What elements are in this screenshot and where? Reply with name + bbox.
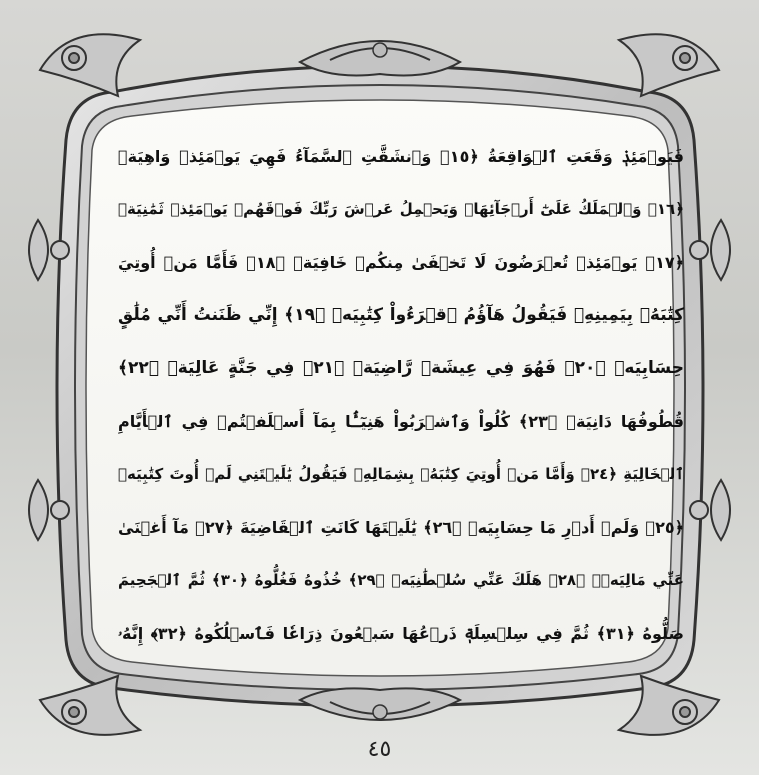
verse-line-8: ﴿٢٥﴾ وَلَمۡ أَدۡرِ مَا حِسَابِيَهۡ ﴿٢٦﴾ يَٰلَيۡتَهَا كَانَتِ ٱلۡقَاضِيَةَ ﴿٢٧﴾ مَآ أَغۡنَىٰ	[118, 518, 685, 537]
verse-line-5: حِسَابِيَهۡ ﴿٢٠﴾ فَهُوَ فِي عِيشَةٖ رَّاضِيَةٖ ﴿٢١﴾ فِي جَنَّةٍ عَالِيَةٖ ﴿٢٢﴾	[118, 358, 684, 378]
verse-line-7: ٱلۡخَالِيَةِ ﴿٢٤﴾ وَأَمَّا مَنۡ أُوتِيَ كِتَٰبَهُۥ بِشِمَالِهِۦ فَيَقُولُ يَٰلَيۡتَنِي لَمۡ أُوتَ كِتَٰبِيَهۡ	[118, 465, 685, 483]
verse-line-6: قُطُوفُهَا دَانِيَةٞ ﴿٢٣﴾ كُلُواْ وَٱشۡرَبُواْ هَنِيٓـَٔۢا بِمَآ أَسۡلَفۡتُمۡ فِي ٱلۡأَيَّامِ	[118, 412, 684, 431]
verse-line-1: فَيَوۡمَئِذٖ وَقَعَتِ ٱلۡوَاقِعَةُ ﴿١٥﴾ وَٱنشَقَّتِ ٱلسَّمَآءُ فَهِيَ يَوۡمَئِذٖ وَاهِيَةٞ	[118, 147, 685, 166]
verse-line-4: كِتَٰبَهُۥ بِيَمِينِهِۦ فَيَقُولُ هَآؤُمُ ٱقۡرَءُواْ كِتَٰبِيَهۡ ﴿١٩﴾ إِنِّي ظَنَنتُ أَنِّي مُلَٰقٍ	[118, 305, 684, 325]
quran-text-panel	[118, 118, 684, 668]
bottom-crest-ornament	[300, 688, 460, 720]
verse-line-10: صَلُّوهُ ﴿٣١﴾ ثُمَّ فِي سِلۡسِلَةٖ ذَرۡعُهَا سَبۡعُونَ ذِرَاعٗا فَٱسۡلُكُوهُ ﴿٣٢﴾ إِنَّهُۥ	[118, 624, 684, 643]
corner-ornament-top-left	[40, 34, 140, 96]
verse-line-9: عَنِّي مَالِيَهۡۜ ﴿٢٨﴾ هَلَكَ عَنِّي سُلۡطَٰنِيَهۡ ﴿٢٩﴾ خُذُوهُ فَغُلُّوهُ ﴿٣٠﴾ ثُمَّ ٱلۡجَحِيمَ	[118, 571, 685, 589]
top-crest-ornament	[300, 41, 460, 76]
verse-line-2: ﴿١٦﴾ وَٱلۡمَلَكُ عَلَىٰٓ أَرۡجَآئِهَاۚ وَيَحۡمِلُ عَرۡشَ رَبِّكَ فَوۡقَهُمۡ يَوۡمَئِذٖ ثَمَٰنِيَةٞ	[118, 200, 684, 218]
page-number: ٤٥	[367, 737, 392, 762]
corner-ornament-top-right	[619, 34, 719, 96]
verse-line-3: ﴿١٧﴾ يَوۡمَئِذٖ تُعۡرَضُونَ لَا تَخۡفَىٰ مِنكُمۡ خَافِيَةٞ ﴿١٨﴾ فَأَمَّا مَنۡ أُوتِيَ	[118, 253, 684, 272]
